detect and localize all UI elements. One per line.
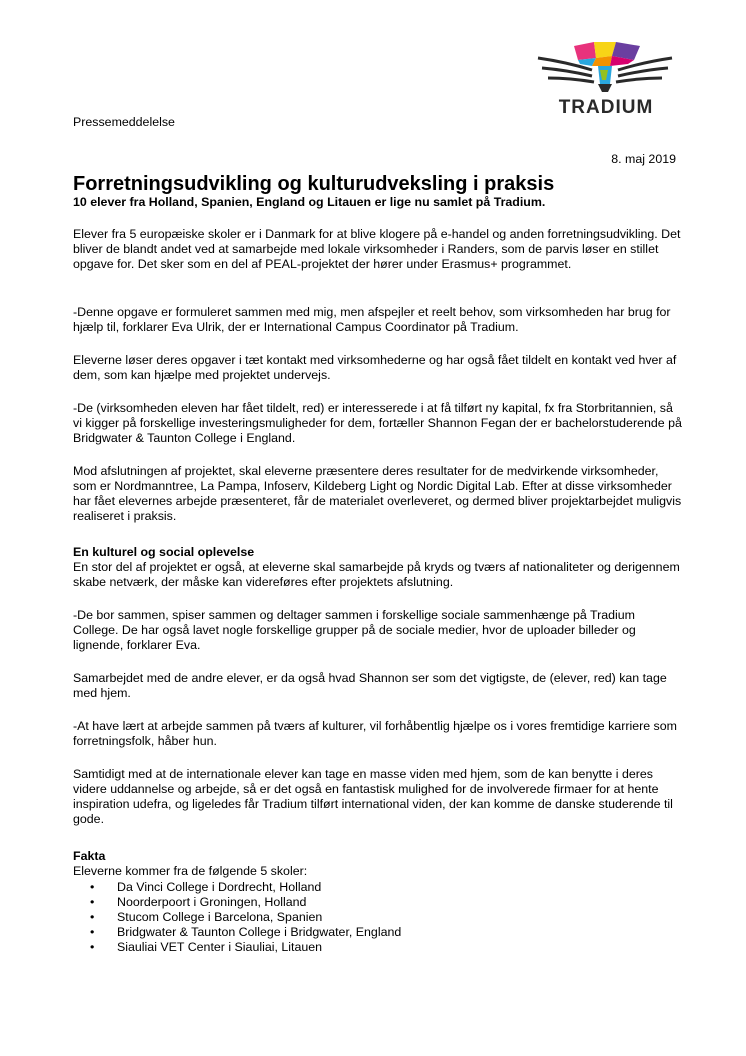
article-title: Forretningsudvikling og kulturudveksling i praksis <box>73 173 555 195</box>
paragraph: En stor del af projektet er også, at eleverne skal samarbejde på kryds og tværs af nationaliteter og derigennem skabe netværk, der måske kan videreføres efter projektets afslutning. <box>73 560 680 589</box>
list-item <box>90 880 401 895</box>
school-name: Stucom College i Barcelona, Spanien <box>117 910 323 924</box>
bullet-icon: • <box>90 895 95 909</box>
facts-list <box>90 880 401 955</box>
paragraph: -At have lært at arbejde sammen på tværs af kulturer, vil forhåbentlig hjælpe os i vores fremtidige karriere som forretningsfolk, håber hun. <box>73 719 677 748</box>
release-label: Pressemeddelelse <box>73 115 175 129</box>
list-item <box>90 895 401 910</box>
school-name: Noorderpoort i Groningen, Holland <box>117 895 307 909</box>
facts-intro: Eleverne kommer fra de følgende 5 skoler: <box>73 864 308 878</box>
paragraph: Elever fra 5 europæiske skoler er i Danmark for at blive klogere på e-handel og anden forretningsudvikling. Det bliver de blandt andet ved at samarbejde med lokale virksomheder i Randers, som de parvis løser en stillet opgave for. Det sker som en del af PEAL-projektet der hører under Erasmus+ programmet. <box>73 227 681 271</box>
article-subtitle: 10 elever fra Holland, Spanien, England og Litauen er lige nu samlet på Tradium. <box>73 195 546 209</box>
paragraph: Mod afslutningen af projektet, skal eleverne præsentere deres resultater for de medvirkende virksomheder, som er Nordmanntree, La Pampa, Infoserv, Kildeberg Light og Nordic Digital Lab. Efter at disse virksomheder har fået elevernes arbejde præsenteret, får de materialet overleveret, og dermed bliver projektarbejdet muligvis realiseret i praksis. <box>73 464 682 523</box>
paragraph: Samtidigt med at de internationale elever kan tage en masse viden med hjem, som de kan benytte i deres videre uddannelse og arbejde, så er det også en fantastisk mulighed for de involverede firmaer for at hente inspiration udefra, og ligeledes får Tradium tilført international viden, der kan komme de danske studerende til gode. <box>73 767 673 826</box>
bullet-icon: • <box>90 880 95 894</box>
school-name: Da Vinci College i Dordrecht, Holland <box>117 880 322 894</box>
list-item <box>90 910 401 925</box>
paragraph: -De bor sammen, spiser sammen og deltager sammen i forskellige sociale sammenhænge på Tradium College. De har også lavet nogle forskellige grupper på de sociale medier, hvor de uploader billeder og lignende, forklarer Eva. <box>73 608 636 652</box>
release-date: 8. maj 2019 <box>611 152 676 166</box>
paragraph: -Denne opgave er formuleret sammen med mig, men afspejler et reelt behov, som virksomheden har brug for hjælp til, forklarer Eva Ulrik, der er International Campus Coordinator på Tradium. <box>73 305 671 334</box>
bullet-icon: • <box>90 910 95 924</box>
section-heading: En kulturel og social oplevelse <box>73 545 255 559</box>
list-item <box>90 940 401 955</box>
tradium-logo <box>536 40 676 120</box>
paragraph: Eleverne løser deres opgaver i tæt kontakt med virksomhederne og har også fået tildelt en kontakt ved hver af dem, som kan hjælpe med projektet undervejs. <box>73 353 677 382</box>
list-item <box>90 925 401 940</box>
paragraph: -De (virksomheden eleven har fået tildelt, red) er interesserede i at få tilført ny kapital, fx fra Storbritannien, så vi kigger på forskellige investeringsmuligheder for dem, fortæller Shannon Fegan der er bachelorstuderende på Bridgwater & Taunton College i England. <box>73 401 682 445</box>
bullet-icon: • <box>90 925 95 939</box>
paragraph: Samarbejdet med de andre elever, er da også hvad Shannon ser som det vigtigste, de (elever, red) kan tage med hjem. <box>73 671 667 700</box>
bullet-icon: • <box>90 940 95 954</box>
school-name: Bridgwater & Taunton College i Bridgwater, England <box>117 925 402 939</box>
school-name: Siauliai VET Center i Siauliai, Litauen <box>117 940 323 954</box>
facts-heading: Fakta <box>73 849 106 863</box>
logo-wordmark: TRADIUM <box>558 97 654 118</box>
